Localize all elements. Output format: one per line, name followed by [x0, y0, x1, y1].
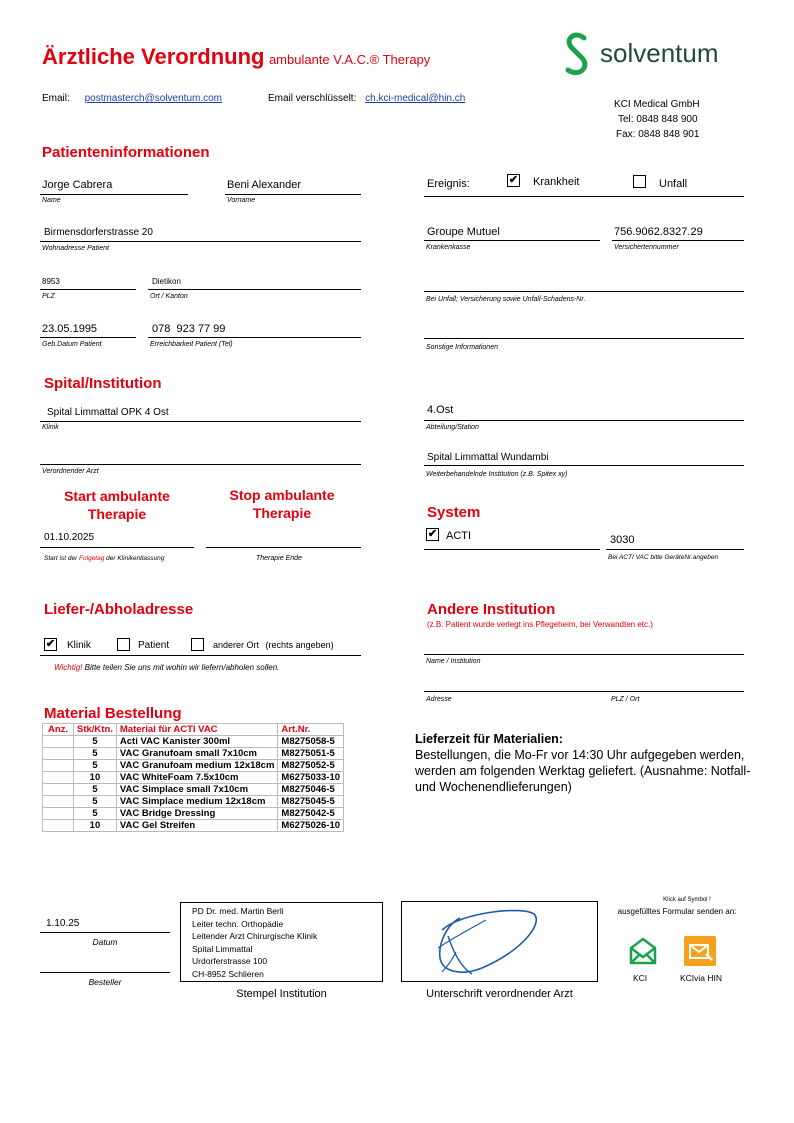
- solventum-wordmark: solventum: [600, 38, 719, 68]
- signature-box: [401, 901, 598, 982]
- stamp-label: Stempel Institution: [236, 988, 327, 1000]
- material-cell: M8275052-5: [278, 760, 344, 772]
- sonstige-label: Sonstige Informationen: [426, 344, 498, 351]
- versnr-label: Versichertennummer: [614, 244, 679, 251]
- material-cell: 10: [74, 772, 117, 784]
- patient-address-label: Wohnadresse Patient: [42, 245, 109, 252]
- delivery-patient-label: Patient: [138, 640, 170, 651]
- lieferzeit-block: [415, 731, 760, 795]
- patient-plz-label: PLZ: [42, 293, 55, 300]
- patient-plz-field[interactable]: 8953: [42, 277, 60, 286]
- other-adresse-label: Adresse: [426, 696, 452, 703]
- abteilung-field[interactable]: 4.Ost: [427, 404, 454, 416]
- kcihin-send-button[interactable]: [684, 936, 716, 966]
- patient-name-label: Name: [42, 197, 61, 204]
- send-hint-click: Klick auf Symbol !: [663, 897, 711, 903]
- material-header-1: Stk/Ktn.: [74, 724, 117, 736]
- material-header-0: Anz.: [43, 724, 74, 736]
- footer-besteller-label: Besteller: [88, 977, 122, 987]
- weiter-field[interactable]: Spital Limmattal Wundambi: [427, 452, 549, 463]
- patient-vorname-field[interactable]: Beni Alexander: [227, 179, 301, 191]
- spital-section-title: Spital/Institution: [44, 375, 162, 392]
- stamp-line: Leiter techn. Orthopädie: [192, 918, 284, 929]
- stamp-box: [180, 902, 383, 982]
- delivery-patient-checkbox[interactable]: [117, 638, 130, 651]
- start-date-field[interactable]: 01.10.2025: [44, 532, 95, 543]
- send-hint: [612, 895, 742, 917]
- delivery-anderer-label: anderer Ort (rechts angeben): [213, 640, 334, 650]
- arzt-label: Verordnender Arzt: [42, 468, 99, 475]
- unfall-info-label: Bei Unfall; Versicherung sowie Unfall-Schadens-Nr.: [426, 296, 586, 303]
- material-cell: M8275046-5: [278, 784, 344, 796]
- delivery-note: Wichtig! Bitte teilen Sie uns mit wohin wir liefern/abholen sollen.: [54, 663, 280, 672]
- stamp-line: CH-8952 Schlieren: [192, 968, 264, 979]
- geraet-field[interactable]: 3030: [610, 534, 635, 546]
- klinik-label: Klinik: [42, 424, 59, 431]
- abteilung-label: Abteilung/Station: [426, 424, 479, 431]
- solventum-s-icon: [560, 32, 594, 78]
- table-row: [43, 736, 344, 748]
- form-title: Ärztliche Verordnung: [42, 44, 265, 69]
- material-cell: M8275042-5: [278, 808, 344, 820]
- send-hint-text: ausgefülltes Formular senden an:: [617, 907, 737, 916]
- other-section-title: Andere Institution: [427, 601, 556, 618]
- material-table: [42, 723, 344, 832]
- material-cell: VAC Bridge Dressing: [116, 808, 278, 820]
- lieferzeit-title: Lieferzeit für Materialien:: [415, 732, 563, 746]
- material-cell: VAC Simplace small 7x10cm: [116, 784, 278, 796]
- stamp-line: Urdorferstrasse 100: [192, 956, 268, 967]
- material-header-3: Art.Nr.: [278, 724, 344, 736]
- geraet-label: Bei ACTI VAC bitte GeräteNr.angeben: [608, 554, 719, 561]
- material-cell: 5: [74, 736, 117, 748]
- material-qty-input[interactable]: [43, 784, 74, 796]
- company-fax: Fax: 0848 848 901: [616, 129, 700, 140]
- material-qty-input[interactable]: [43, 760, 74, 772]
- unfall-checkbox[interactable]: [633, 175, 646, 188]
- email-link[interactable]: postmasterch@solventum.com: [84, 93, 222, 104]
- delivery-section-title: Liefer-/Abholadresse: [44, 601, 194, 618]
- material-section-title: Material Bestellung: [44, 705, 182, 722]
- company-name: KCI Medical GmbH: [614, 99, 700, 110]
- other-plz-label: PLZ / Ort: [611, 696, 640, 703]
- table-row: [43, 808, 344, 820]
- material-cell: 5: [74, 808, 117, 820]
- start-label: Start ist der Folgetag der Klinikentlassung: [44, 555, 165, 562]
- patient-phone-label: Erreichbarkeit Patient (Tel): [150, 341, 233, 348]
- signature-label: Unterschrift verordnender Arzt: [426, 988, 573, 1000]
- material-cell: Acti VAC Kanister 300ml: [116, 736, 278, 748]
- material-qty-input[interactable]: [43, 772, 74, 784]
- table-row: [43, 820, 344, 832]
- kcihin-label: KCIvia HIN: [680, 973, 723, 983]
- material-cell: VAC Granufoam medium 12x18cm: [116, 760, 278, 772]
- footer-date-field[interactable]: 1.10.25: [46, 918, 80, 929]
- kcihin-mail-icon: [684, 936, 716, 966]
- kci-mail-icon: [628, 936, 658, 966]
- patient-address-field[interactable]: Birmensdorferstrasse 20: [44, 227, 153, 238]
- start-therapy-title: Start ambulante Therapie: [64, 488, 170, 522]
- stop-therapy-title: Stop ambulante Therapie: [229, 487, 335, 521]
- table-row: [43, 796, 344, 808]
- patient-ort-label: Ort / Kanton: [150, 293, 188, 300]
- event-label: Ereignis:: [427, 178, 470, 190]
- patient-ort-field[interactable]: Dietikon: [152, 277, 181, 286]
- versnr-field[interactable]: 756.9062.8327.29: [614, 226, 703, 238]
- material-cell: VAC Gel Streifen: [116, 820, 278, 832]
- material-cell: VAC Granufoam small 7x10cm: [116, 748, 278, 760]
- material-cell: VAC WhiteFoam 7.5x10cm: [116, 772, 278, 784]
- material-cell: M8275045-5: [278, 796, 344, 808]
- patient-dob-label: Geb.Datum Patient: [42, 341, 102, 348]
- stamp-text: [192, 905, 317, 981]
- acti-checkbox[interactable]: ✔: [427, 528, 438, 540]
- acti-label: ACTI: [446, 530, 472, 542]
- material-cell: 5: [74, 784, 117, 796]
- unfall-label: Unfall: [659, 178, 688, 190]
- patient-section-title: Patienteninformationen: [42, 144, 210, 161]
- material-qty-input[interactable]: [43, 748, 74, 760]
- email-enc-row: [268, 93, 465, 104]
- stamp-line: Spital Limmattal: [192, 943, 253, 954]
- footer-date-label: Datum: [92, 937, 118, 947]
- material-qty-input[interactable]: [43, 796, 74, 808]
- kci-label: KCI: [633, 973, 648, 983]
- system-section-title: System: [427, 504, 481, 521]
- material-cell: M8275051-5: [278, 748, 344, 760]
- email-enc-label: Email verschlüsselt:: [268, 93, 357, 104]
- signature-image: [402, 902, 596, 980]
- email-enc-link[interactable]: ch.kci-medical@hin.ch: [365, 93, 466, 104]
- material-cell: 10: [74, 820, 117, 832]
- material-qty-input[interactable]: [43, 820, 74, 832]
- table-row: [43, 772, 344, 784]
- kasse-field[interactable]: Groupe Mutuel: [427, 226, 500, 238]
- end-label: Therapie Ende: [256, 555, 302, 562]
- material-cell: M6275033-10: [278, 772, 344, 784]
- company-contact: [614, 97, 700, 142]
- material-qty-input[interactable]: [43, 808, 74, 820]
- material-qty-input[interactable]: [43, 736, 74, 748]
- table-row: [43, 784, 344, 796]
- delivery-klinik-label: Klinik: [67, 640, 91, 651]
- krankheit-label: Krankheit: [533, 176, 580, 188]
- patient-phone-field[interactable]: 078 923 77 99: [152, 323, 226, 335]
- delivery-klinik-checkbox[interactable]: ✔: [45, 638, 56, 650]
- table-row: [43, 748, 344, 760]
- table-row: [43, 760, 344, 772]
- other-name-label: Name / Institution: [426, 658, 481, 665]
- form-subtitle: ambulante V.A.C.® Therapy: [268, 52, 431, 67]
- material-cell: M6275026-10: [278, 820, 344, 832]
- form-title-row: [42, 44, 430, 70]
- patient-vorname-label: Vorname: [227, 197, 256, 204]
- stamp-line: PD Dr. med. Martin Berli: [192, 906, 284, 916]
- material-cell: VAC Simplace medium 12x18cm: [116, 796, 278, 808]
- material-cell: M8275058-5: [278, 736, 344, 748]
- kasse-label: Krankenkasse: [426, 244, 471, 251]
- patient-dob-field[interactable]: 23.05.1995: [42, 323, 98, 335]
- material-header-2: Material für ACTI VAC: [116, 724, 278, 736]
- company-tel: Tel: 0848 848 900: [618, 114, 698, 125]
- weiter-label: Weiterbehandelnde Institution (z.B. Spitex xy): [426, 471, 568, 478]
- stamp-line: Leitender Arzt Chirurgische Klinik: [192, 931, 318, 942]
- email-row: [42, 93, 222, 104]
- patient-name-field[interactable]: Jorge Cabrera: [42, 179, 113, 191]
- material-cell: 5: [74, 796, 117, 808]
- material-table-wrap: [42, 723, 344, 832]
- lieferzeit-text: Bestellungen, die Mo-Fr vor 14:30 Uhr aufgegeben werden, werden am folgenden Werktag geliefert. (Ausnahme: Notfall- und Wochenendlieferungen): [415, 748, 751, 794]
- krankheit-checkbox[interactable]: ✔: [508, 174, 519, 186]
- delivery-anderer-checkbox[interactable]: [191, 638, 204, 651]
- material-cell: 5: [74, 760, 117, 772]
- other-note: (z.B. Patient wurde verlegt ins Pflegeheim, bei Verwandten etc.): [427, 620, 653, 629]
- klinik-field[interactable]: Spital Limmattal OPK 4 Ost: [47, 407, 169, 418]
- material-cell: 5: [74, 748, 117, 760]
- email-label: Email:: [42, 93, 70, 104]
- kci-send-button[interactable]: [628, 936, 658, 971]
